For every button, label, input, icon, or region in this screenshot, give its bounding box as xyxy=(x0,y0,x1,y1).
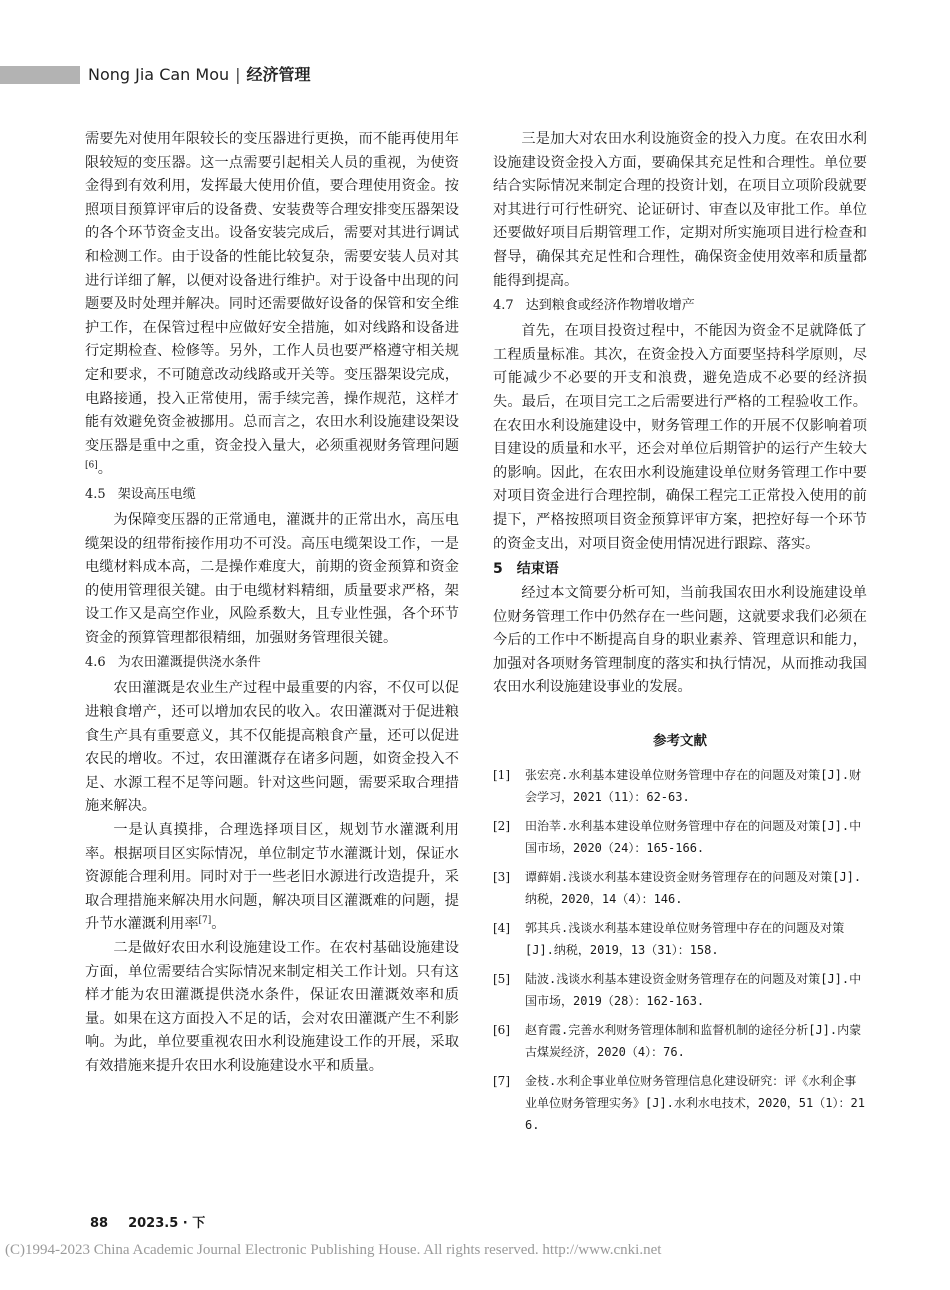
references-title: 参考文献 xyxy=(653,733,707,750)
left-column xyxy=(85,128,459,1079)
paragraph: 为保障变压器的正常通电，灌溉井的正常出水，高压电缆架设的纽带衔接作用功不可没。高压电缆架设工作，一是电缆材料成本高，二是操作难度大，前期的资金预算和资金的使用管理很关键。由于电缆材料精细，质量要求严格，架设工作又是高空作业，风险系数大，且专业性强，各个环节资金的预算管理都很精细，加强财务管理很关键。 xyxy=(85,511,459,646)
paragraph: 三是加大对农田水利设施资金的投入力度。在农田水利设施建设资金投入方面，要确保其充足性和合理性。单位要结合实际情况来制定合理的投资计划，在项目立项阶段就要对其进行可行性研究、论证研讨、审查以及审批工作。单位还要做好项目后期管理工作，定期对所实施项目进行检查和督导，确保其充足性和合理性，确保资金使用效率和质量都能得到提高。 xyxy=(493,131,867,289)
section-heading-4-7 xyxy=(493,295,867,317)
citation[interactable]: [6] xyxy=(85,460,98,471)
page-number: 88 xyxy=(90,1216,109,1231)
reference-text: 田治莘.水利基本建设单位财务管理中存在的问题及对策[J].中国市场，2020（24）：165-166. xyxy=(525,818,862,855)
running-header xyxy=(88,63,311,87)
section-name: 经济管理 xyxy=(246,65,311,84)
section-heading-5 xyxy=(493,558,867,580)
reference-text: 赵育霞.完善水利财务管理体制和监督机制的途径分析[J].内蒙古煤炭经济，2020（4）：76. xyxy=(525,1022,862,1059)
heading-number: 4.5 xyxy=(85,486,106,502)
paragraph: 农田灌溉是农业生产过程中最重要的内容，不仅可以促进粮食增产，还可以增加农民的收入。农田灌溉对于促进粮食生产具有重要意义，其不仅能提高粮食产量，还可以促进农民的增收。不过，农田灌溉存在诸多问题，如资金投入不足、水源工程不足等问题。针对这些问题，需要采取合理措施来解决。 xyxy=(85,680,459,815)
reference-item xyxy=(493,1019,867,1063)
reference-number: [7] xyxy=(493,1073,510,1088)
paragraph: 首先，在项目投资过程中，不能因为资金不足就降低了工程质量标准。其次，在资金投入方面要坚持科学原则，尽可能减少不必要的开支和浪费，避免造成不必要的经济损失。最后，在项目完工之后需要进行严格的工程验收工作。在农田水利设施建设中，财务管理工作的开展不仅影响着项目建设的质量和水平，还会对单位后期管护的运行产生较大的影响。因此，在农田水利设施建设单位财务管理工作中要对项目资金进行合理控制，确保工程完工正常投入使用的前提下，严格按照项目资金预算评审方案，把控好每一个环节的资金支出，对项目资金使用情况进行跟踪、落实。 xyxy=(493,323,867,552)
reference-text: 张宏亮.水利基本建设单位财务管理中存在的问题及对策[J].财会学习，2021（11）：62-63. xyxy=(525,767,862,804)
reference-number: [3] xyxy=(493,869,510,884)
copyright-notice: (C)1994-2023 China Academic Journal Electronic Publishing House. All rights reserved. http://www.cnki.net xyxy=(5,1242,662,1258)
reference-text: 谭藓娟.浅谈水利基本建设资金财务管理存在的问题及对策[J].纳税，2020，14（4）：146. xyxy=(525,869,862,906)
paragraph-end: 。 xyxy=(211,916,226,933)
reference-number: [2] xyxy=(493,818,510,833)
reference-item xyxy=(493,917,867,961)
heading-title: 达到粮食或经济作物增收增产 xyxy=(525,298,695,314)
reference-item xyxy=(493,764,867,808)
reference-item xyxy=(493,866,867,910)
reference-number: [1] xyxy=(493,767,510,782)
reference-text: 陆波.浅谈水利基本建设资金财务管理存在的问题及对策[J].中国市场，2019（28）：162-163. xyxy=(525,971,862,1008)
page-footer xyxy=(90,1212,205,1231)
paragraph xyxy=(85,819,459,937)
paragraph: 二是做好农田水利设施建设工作。在农村基础设施建设方面，单位需要结合实际情况来制定相关工作计划。只有这样才能为农田灌溉提供浇水条件，保证农田灌溉效率和质量。如果在这方面投入不足的话，会对农田灌溉产生不利影响。为此，单位要重视农田水利设施建设工作的开展，采取有效措施来提升农田水利设施建设水平和质量。 xyxy=(85,940,459,1074)
section-heading-4-6 xyxy=(85,652,459,674)
paragraph-text: 需要先对使用年限较长的变压器进行更换，而不能再使用年限较短的变压器。这一点需要引起相关人员的重视，为使资金得到有效利用，发挥最大使用价值，要合理使用资金。按照项目预算评审后的设备费、安装费等合理安排变压器架设的各个环节资金支出。设备安装完成后，需要对其进行调试和检测工作。由于设备的性能比较复杂，需要安装人员对其进行详细了解，以便对设备进行维护。对于设备中出现的问题要及时处理并解决。同时还需要做好设备的保管和安全维护工作，在保管过程中应做好安全措施，如对线路和设备进行定期检查、检修等。另外，工作人员也要严格遵守相关规定和要求，不可随意改动线路或开关等。变压器架设完成，电路接通，投入正常使用，需手续完善，操作规范，这样才能有效避免资金被挪用。总而言之，农田水利设施建设架设变压器是重中之重，资金投入量大，必须重视财务管理问题 xyxy=(85,131,459,454)
heading-number: 4.6 xyxy=(85,655,106,671)
reference-text: 郭其兵.浅谈水利基本建设单位财务管理中存在的问题及对策[J].纳税，2019，13（31）：158. xyxy=(525,920,845,957)
heading-title: 结束语 xyxy=(516,561,559,578)
paragraph xyxy=(85,128,459,482)
heading-title: 为农田灌溉提供浇水条件 xyxy=(117,655,261,671)
section-heading-4-5 xyxy=(85,484,459,506)
reference-number: [5] xyxy=(493,971,510,986)
heading-title: 架设高压电缆 xyxy=(117,486,196,502)
heading-number: 4.7 xyxy=(493,298,514,314)
reference-list xyxy=(493,764,867,1136)
header-bar xyxy=(0,66,80,84)
paragraph: 经过本文简要分析可知，当前我国农田水利设施建设单位财务管理工作中仍然存在一些问题，这就要求我们必须在今后的工作中不断提高自身的职业素养、管理意识和能力，加强对各项财务管理制度的落实和执行情况，从而推动我国农田水利设施建设事业的发展。 xyxy=(493,585,867,696)
paragraph-text: 一是认真摸排，合理选择项目区，规划节水灌溉利用率。根据项目区实际情况，单位制定节水灌溉计划，保证水资源能合理利用。同时对于一些老旧水源进行改造提升，采取合理措施来解决用水问题，解决项目区灌溉难的问题，提升节水灌溉利用率 xyxy=(85,822,459,933)
heading-number: 5 xyxy=(493,561,503,578)
reference-number: [6] xyxy=(493,1022,510,1037)
reference-item xyxy=(493,815,867,859)
reference-item xyxy=(493,968,867,1012)
right-column xyxy=(493,128,867,1143)
journal-name: Nong Jia Can Mou xyxy=(88,65,230,84)
reference-item xyxy=(493,1070,867,1136)
issue-label: 2023.5 · 下 xyxy=(128,1216,206,1231)
reference-number: [4] xyxy=(493,920,510,935)
paragraph-end: 。 xyxy=(97,461,112,478)
citation[interactable]: [7] xyxy=(198,915,212,926)
reference-text: 金枝.水利企事业单位财务管理信息化建设研究：评《水利企事业单位财务管理实务》[J].水利水电技术，2020，51（1）：216. xyxy=(525,1073,865,1132)
header-separator: | xyxy=(235,65,241,84)
